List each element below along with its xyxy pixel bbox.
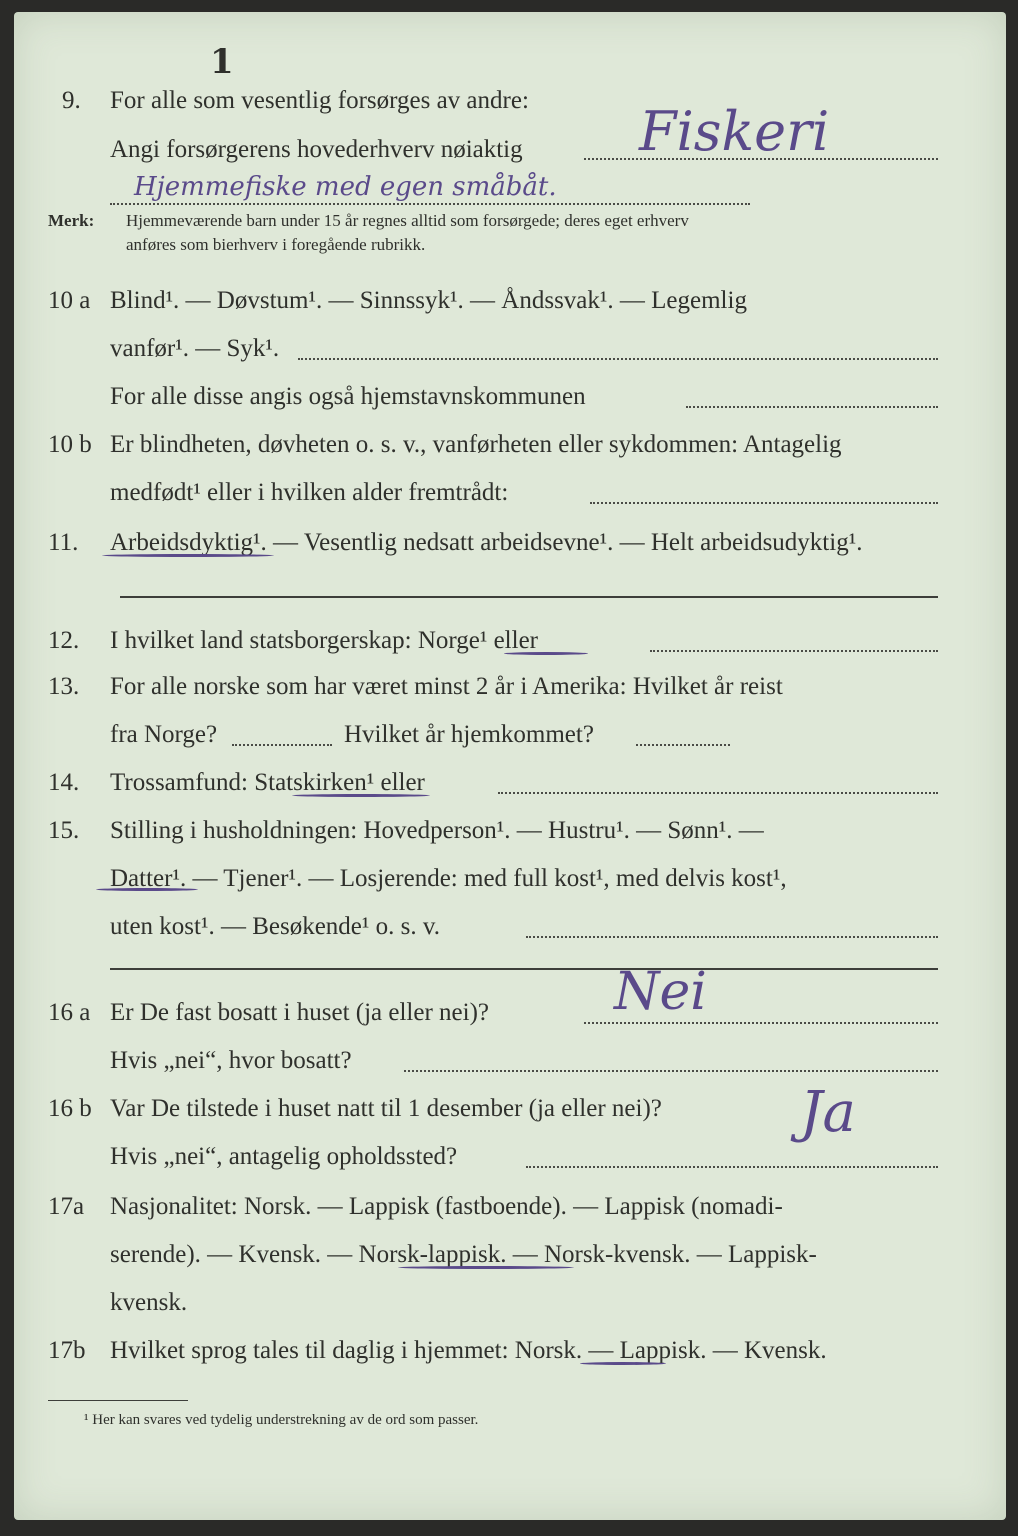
q9-stray-mark: 1	[210, 42, 234, 82]
q9-sub-line	[110, 203, 750, 205]
q17a-handwritten-underline	[398, 1266, 574, 1269]
q12-handwritten-underline	[504, 652, 588, 655]
q13-line2b: Hvilket år hjemkommet?	[344, 721, 594, 748]
q17a-line1: Nasjonalitet: Norsk. — Lappisk (fastboende). — Lappisk (nomadi-	[110, 1193, 783, 1220]
q17a-line3: kvensk.	[110, 1289, 188, 1316]
q15-dots	[526, 936, 938, 938]
q17a-number: 17a	[48, 1193, 85, 1220]
q11-line1: Arbeidsdyktig¹. — Vesentlig nedsatt arbeidsevne¹. — Helt arbeidsudyktig¹.	[110, 529, 863, 556]
q13-dots-a	[232, 744, 332, 746]
q12-number: 12.	[48, 627, 80, 654]
q17b-line1: Hvilket sprog tales til daglig i hjemmet: Norsk. — Lappisk. — Kvensk.	[110, 1337, 827, 1364]
q15-number: 15.	[48, 817, 80, 844]
q16b-number: 16 b	[48, 1095, 92, 1122]
q9-line2: Angi forsørgerens hovederhverv nøiaktig	[110, 136, 523, 163]
q10b-number: 10 b	[48, 431, 92, 458]
q9-answer-sub-handwritten: Hjemmefiske med egen småbåt.	[134, 172, 557, 202]
q16a-answer-handwritten: Nei	[614, 962, 707, 1022]
q13-number: 13.	[48, 673, 80, 700]
q16b-line2: Hvis „nei“, antagelig opholdssted?	[110, 1143, 458, 1170]
q16a-line1: Er De fast bosatt i huset (ja eller nei)?	[110, 999, 490, 1026]
q13-dots-b	[636, 744, 730, 746]
q15-line1: Stilling i husholdningen: Hovedperson¹. — Hustru¹. — Sønn¹. —	[110, 817, 764, 844]
q11-number: 11.	[48, 529, 79, 556]
merk-label: Merk:	[48, 211, 95, 230]
footnote-text: ¹ Her kan svares ved tydelig understrekning av de ord som passer.	[84, 1412, 479, 1428]
merk-line2: anføres som bierhverv i foregående rubrikk.	[126, 235, 426, 254]
q10a-line1: Blind¹. — Døvstum¹. — Sinnssyk¹. — Åndssvak¹. — Legemlig	[110, 287, 747, 314]
merk-line1: Hjemmeværende barn under 15 år regnes alltid som forsørgede; deres eget erhverv	[126, 211, 689, 230]
q15-separator	[110, 968, 938, 970]
q10b-dots	[590, 502, 938, 504]
q9-answer-handwritten: Fiskeri	[639, 100, 830, 163]
q10b-line2: medfødt¹ eller i hvilken alder fremtrådt:	[110, 479, 509, 506]
q10a-line3-dots	[686, 406, 938, 408]
q11-handwritten-underline	[102, 554, 274, 557]
q10a-line2: vanfør¹. — Syk¹.	[110, 335, 280, 362]
q17b-number: 17b	[48, 1337, 86, 1364]
q16b-dots	[526, 1166, 938, 1168]
q16a-number: 16 a	[48, 999, 91, 1026]
q9-line1: For alle som vesentlig forsørges av andre:	[110, 87, 529, 114]
q10b-line1: Er blindheten, døvheten o. s. v., vanførheten eller sykdommen: Antagelig	[110, 431, 842, 458]
q11-separator	[120, 596, 938, 598]
q17a-line2: serende). — Kvensk. — Norsk-lappisk. — Norsk-kvensk. — Lappisk-	[110, 1241, 817, 1268]
q15-handwritten-underline	[96, 888, 198, 891]
q16b-answer-handwritten: Ja	[800, 1080, 856, 1145]
q9-number: 9.	[62, 87, 81, 114]
q14-number: 14.	[48, 769, 80, 796]
q12-line1: I hvilket land statsborgerskap: Norge¹ eller	[110, 627, 538, 654]
q16a-dots	[584, 1022, 938, 1024]
q16a-line2: Hvis „nei“, hvor bosatt?	[110, 1047, 352, 1074]
q15-line3: uten kost¹. — Besøkende¹ o. s. v.	[110, 913, 441, 940]
footnote-rule	[48, 1400, 188, 1401]
q14-dots	[498, 792, 938, 794]
q10a-line3: For alle disse angis også hjemstavnskommunen	[110, 383, 586, 410]
q13-line2a: fra Norge?	[110, 721, 218, 748]
q10a-line2-dots	[298, 358, 938, 360]
q10a-number: 10 a	[48, 287, 91, 314]
census-form-page	[14, 12, 1006, 1520]
q12-dots	[650, 650, 938, 652]
q16b-line1: Var De tilstede i huset natt til 1 desember (ja eller nei)?	[110, 1095, 662, 1122]
q16a-line2-dots	[404, 1070, 938, 1072]
q13-line1: For alle norske som har været minst 2 år i Amerika: Hvilket år reist	[110, 673, 783, 700]
q14-handwritten-underline	[292, 794, 430, 797]
q17b-handwritten-underline	[580, 1362, 666, 1365]
q15-line2: Datter¹. — Tjener¹. — Losjerende: med full kost¹, med delvis kost¹,	[110, 865, 787, 892]
q14-line1: Trossamfund: Statskirken¹ eller	[110, 769, 425, 796]
